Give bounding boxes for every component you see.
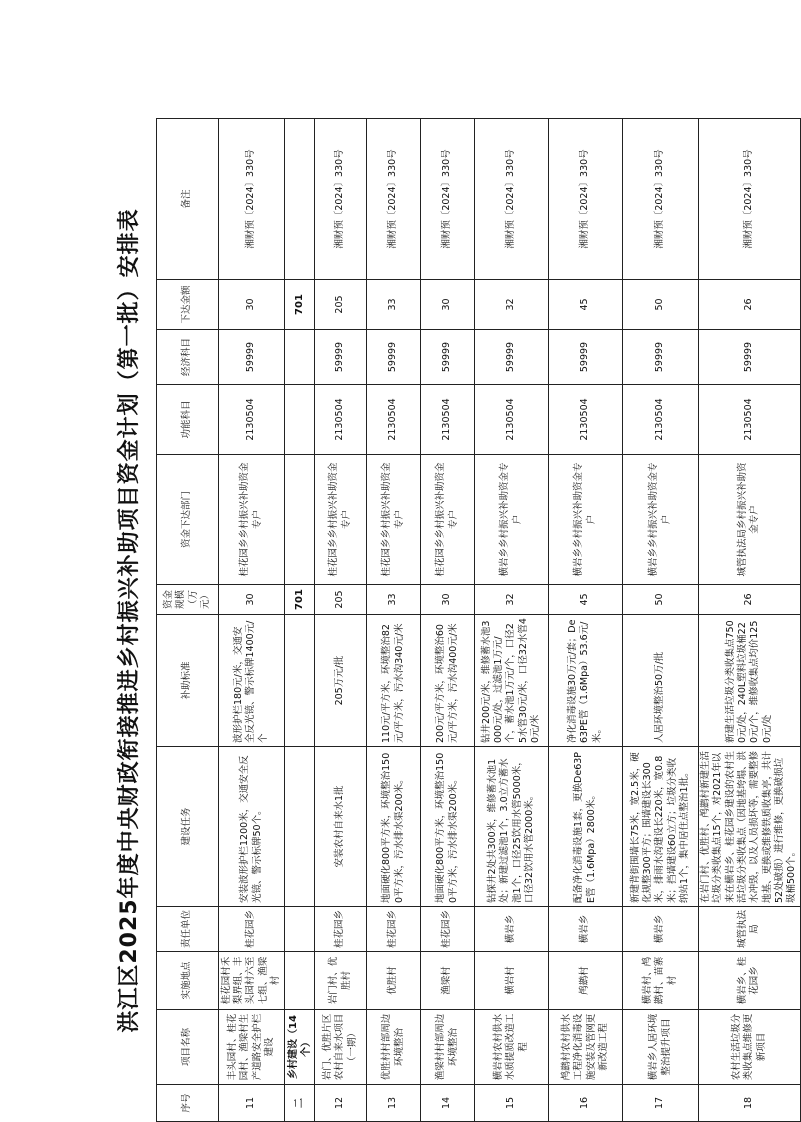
note-cell: 湘财预〔2024〕330号 <box>699 119 801 280</box>
dept-cell: 城管执法局乡村振兴补助资金专户 <box>699 455 801 585</box>
amount-cell: 30 <box>421 280 475 330</box>
section-row <box>285 119 315 1122</box>
econ-code-cell: 59999 <box>475 330 549 385</box>
unit-cell: 城管执法局 <box>699 907 801 952</box>
econ-code-cell: 59999 <box>549 330 623 385</box>
unit-cell: 横岩乡 <box>475 907 549 952</box>
scale-cell: 32 <box>475 585 549 615</box>
seq-cell: 15 <box>475 1085 549 1122</box>
unit-cell: 桂花园乡 <box>367 907 421 952</box>
task-cell: 地面硬化800平方米，环境整治1500平方米，污水排水渠200米。 <box>367 747 421 907</box>
econ-code-cell: 59999 <box>699 330 801 385</box>
note-cell: 湘财预〔2024〕330号 <box>623 119 699 280</box>
func-code-cell: 2130504 <box>367 385 421 455</box>
econ-code-cell: 59999 <box>623 330 699 385</box>
note-cell: 湘财预〔2024〕330号 <box>219 119 285 280</box>
note-cell: 湘财预〔2024〕330号 <box>475 119 549 280</box>
unit-cell: 桂花园乡 <box>315 907 367 952</box>
funding-plan-table <box>156 118 801 1122</box>
scale-cell: 205 <box>315 585 367 615</box>
table-header-row <box>157 119 219 1122</box>
amount-cell: 50 <box>623 280 699 330</box>
project-name-cell: 渔梁村村部周边环境整治 <box>421 1010 475 1085</box>
note-cell: 湘财预〔2024〕330号 <box>549 119 623 280</box>
scale-cell: 33 <box>367 585 421 615</box>
amount-cell: 26 <box>699 280 801 330</box>
table-row <box>475 119 549 1122</box>
header-cell: 项目名称 <box>157 1010 219 1085</box>
standard-cell: 波形护栏180元/米，交通安全反光镜、警示标牌1400元/个 <box>219 615 285 747</box>
standard-cell: 净化消毒设施30万元/套；De63PE管（1.6Mpa）53.6元/米。 <box>549 615 623 747</box>
task-cell: 新建背街围墙长75米，宽2.5米，硬化规整300平方；围墙建设长300米，排雨水沟建设长220米，宽0.8米；挡墙建设60立方；垃圾分类收纳站1个，集中居住点整治1批。 <box>623 747 699 907</box>
seq-cell: 11 <box>219 1085 285 1122</box>
section-seq-cell: 二 <box>285 1085 315 1122</box>
unit-cell: 桂花园乡 <box>421 907 475 952</box>
econ-code-cell: 59999 <box>219 330 285 385</box>
seq-cell: 16 <box>549 1085 623 1122</box>
header-cell: 资金规模（万元） <box>157 585 219 615</box>
econ-code-cell: 59999 <box>421 330 475 385</box>
task-cell: 安装波形护栏1200米，交通安全反光镜、警示标牌50个。 <box>219 747 285 907</box>
standard-cell: 110元/平方米，环境整治82元/平方米，污水沟340元/米 <box>367 615 421 747</box>
task-cell: 钻探井2处共300米，维修蓄水池1处；新建过滤池1个，3.0立方蓄水池1个，口径25饮用水管5000米，口径32饮用水管2000米。 <box>475 747 549 907</box>
dept-cell: 横岩乡乡村振兴补助资金专户 <box>549 455 623 585</box>
location-cell: 横岩乡、桂花园乡 <box>699 952 801 1010</box>
project-name-cell: 横岩村农村供水水质提质改造工程 <box>475 1010 549 1085</box>
table-row <box>315 119 367 1122</box>
document-title: 洪江区2025年度中央财政衔接推进乡村振兴补助项目资金计划（第一批）安排表 <box>116 208 142 1033</box>
econ-code-cell: 59999 <box>315 330 367 385</box>
project-name-cell: 横岩乡人居环境整治提升项目 <box>623 1010 699 1085</box>
func-code-cell: 2130504 <box>549 385 623 455</box>
seq-cell: 18 <box>699 1085 801 1122</box>
project-name-cell: 岩门、优胜片区农村自来水项目（一期） <box>315 1010 367 1085</box>
unit-cell: 桂花园乡 <box>219 907 285 952</box>
standard-cell: 205万元/批 <box>315 615 367 747</box>
header-cell: 功能科目 <box>157 385 219 455</box>
dept-cell: 桂花园乡乡村振兴补助资金专户 <box>421 455 475 585</box>
table-row <box>421 119 475 1122</box>
table-row <box>367 119 421 1122</box>
note-cell: 湘财预〔2024〕330号 <box>421 119 475 280</box>
header-cell: 经济科目 <box>157 330 219 385</box>
func-code-cell: 2130504 <box>623 385 699 455</box>
amount-cell: 33 <box>367 280 421 330</box>
section-label-cell: 乡村建设（14个） <box>285 1010 315 1085</box>
header-cell: 责任单位 <box>157 907 219 952</box>
section-scale-cell: 701 <box>285 585 315 615</box>
header-cell: 备注 <box>157 119 219 280</box>
location-cell: 优胜村 <box>367 952 421 1010</box>
task-cell: 安装农村自来水1批 <box>315 747 367 907</box>
dept-cell: 横岩乡乡村振兴补助资金专户 <box>623 455 699 585</box>
seq-cell: 17 <box>623 1085 699 1122</box>
rotated-document <box>100 119 798 1122</box>
dept-cell: 桂花园乡乡村振兴补助资金专户 <box>219 455 285 585</box>
header-cell: 资金下达部门 <box>157 455 219 585</box>
standard-cell: 新建生活垃圾分类收集点7500元/处，240L塑料垃圾桶220元/个，维修收集点均价1250元/处 <box>699 615 801 747</box>
note-cell: 湘财预〔2024〕330号 <box>367 119 421 280</box>
header-cell: 建设任务 <box>157 747 219 907</box>
scale-cell: 30 <box>219 585 285 615</box>
project-name-cell: 丰头园村、桂花园村、渔梁村生产道路安全护栏建设 <box>219 1010 285 1085</box>
func-code-cell: 2130504 <box>699 385 801 455</box>
task-cell: 地面硬化800平方米，环境整治1500平方米，污水排水渠200米。 <box>421 747 475 907</box>
note-cell: 湘财预〔2024〕330号 <box>315 119 367 280</box>
project-name-cell: 农村生活垃圾分类收集点维修更新项目 <box>699 1010 801 1085</box>
scale-cell: 26 <box>699 585 801 615</box>
standard-cell: 钻井200元/米，维修蓄水池3000元/处，过滤池1万元/个，蓄水池1万元/个，口径25水管30元/米，口径32水管40元/米 <box>475 615 549 747</box>
location-cell: 横岩村 <box>475 952 549 1010</box>
location-cell: 桂花园村禾梨界组、丰头园村六至七组、渔梁村 <box>219 952 285 1010</box>
task-cell: 在岩门村、优胜村、鸬鹚村新建生活垃圾分类收集点15个，对2021年以来在横岩乡、桂花园乡建设的农村生活垃圾分类收集点（因地基垮塌、洪水冲毁，以及人员损坏等，需要整修地基、更换或维修铁质收集亭，共计52处破损）进行维修，更换破损垃圾桶500个。 <box>699 747 801 907</box>
func-code-cell: 2130504 <box>475 385 549 455</box>
dept-cell: 桂花园乡乡村振兴补助资金专户 <box>367 455 421 585</box>
standard-cell: 200元/平方米，环境整治60元/平方米，污水沟400元/米 <box>421 615 475 747</box>
table-row <box>549 119 623 1122</box>
section-amount-cell: 701 <box>285 280 315 330</box>
header-cell: 补助标准 <box>157 615 219 747</box>
scale-cell: 30 <box>421 585 475 615</box>
seq-cell: 14 <box>421 1085 475 1122</box>
table-row <box>219 119 285 1122</box>
header-cell: 实施地点 <box>157 952 219 1010</box>
location-cell: 渔梁村 <box>421 952 475 1010</box>
location-cell: 鸬鹚村 <box>549 952 623 1010</box>
amount-cell: 32 <box>475 280 549 330</box>
scale-cell: 50 <box>623 585 699 615</box>
location-cell: 横岩村、鸬鹚村、苗寨村 <box>623 952 699 1010</box>
amount-cell: 30 <box>219 280 285 330</box>
dept-cell: 横岩乡乡村振兴补助资金专户 <box>475 455 549 585</box>
task-cell: 配备净化消毒设施1套，更换De63PE管（1.6Mpa）2800米。 <box>549 747 623 907</box>
unit-cell: 横岩乡 <box>623 907 699 952</box>
econ-code-cell: 59999 <box>367 330 421 385</box>
location-cell: 岩门村、优胜村 <box>315 952 367 1010</box>
seq-cell: 13 <box>367 1085 421 1122</box>
func-code-cell: 2130504 <box>315 385 367 455</box>
project-name-cell: 鸬鹚村农村供水工程净化消毒设施安装及管网更新改造工程 <box>549 1010 623 1085</box>
header-cell: 下达金额 <box>157 280 219 330</box>
dept-cell: 桂花园乡乡村振兴补助资金专户 <box>315 455 367 585</box>
func-code-cell: 2130504 <box>421 385 475 455</box>
header-cell: 序号 <box>157 1085 219 1122</box>
unit-cell: 横岩乡 <box>549 907 623 952</box>
table-row <box>699 119 801 1122</box>
amount-cell: 45 <box>549 280 623 330</box>
func-code-cell: 2130504 <box>219 385 285 455</box>
amount-cell: 205 <box>315 280 367 330</box>
project-name-cell: 优胜村村部周边环境整治 <box>367 1010 421 1085</box>
scale-cell: 45 <box>549 585 623 615</box>
seq-cell: 12 <box>315 1085 367 1122</box>
table-row <box>623 119 699 1122</box>
standard-cell: 人居环境整治50万/批 <box>623 615 699 747</box>
